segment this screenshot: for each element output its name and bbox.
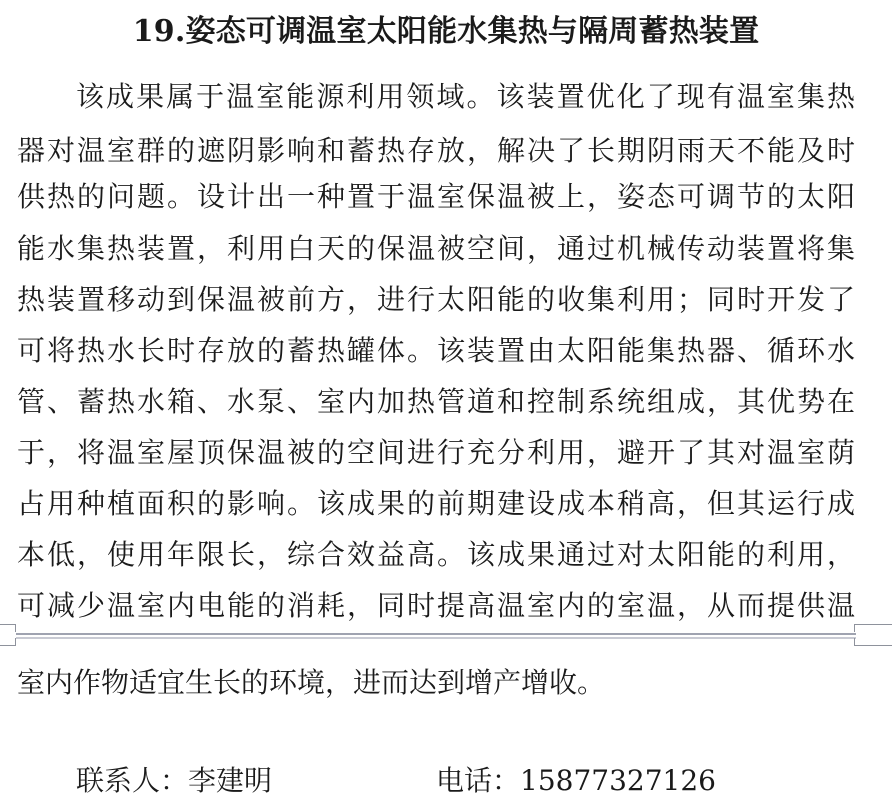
paragraph-line: 供热的问题。设计出一种置于温室保温被上，姿态可调节的太阳: [17, 180, 855, 213]
paragraph-line: 热装置移动到保温被前方，进行太阳能的收集利用；同时开发了: [17, 283, 855, 316]
paragraph-line: 管、蓄热水箱、水泵、室内加热管道和控制系统组成，其优势在: [17, 385, 855, 418]
paragraph-line: 器对温室群的遮阴影响和蓄热存放，解决了长期阴雨天不能及时: [17, 134, 855, 167]
page-corner-mark: [0, 638, 16, 646]
page-edge-line: [16, 637, 856, 639]
paragraph-line: 能水集热装置，利用白天的保温被空间，通过机械传动装置将集: [17, 232, 855, 265]
paragraph-line: 于，将温室屋顶保温被的空间进行充分利用，避开了其对温室荫: [17, 436, 855, 469]
paragraph-line: 本低，使用年限长，综合效益高。该成果通过对太阳能的利用，: [17, 538, 855, 571]
contact-phone: 电话：15877327126: [436, 764, 716, 797]
paragraph-line: 占用种植面积的影响。该成果的前期建设成本稍高，但其运行成: [17, 487, 855, 520]
paragraph-line: 该成果属于温室能源利用领域。该装置优化了现有温室集热: [76, 80, 855, 113]
contact-person: 联系人：李建明: [76, 764, 273, 797]
page-edge-line: [16, 633, 856, 635]
document-title: 19.姿态可调温室太阳能水集热与隔周蓄热装置: [132, 14, 760, 49]
page-corner-mark: [854, 624, 892, 632]
paragraph-line-continued: 室内作物适宜生长的环境，进而达到增产增收。: [17, 666, 606, 699]
page-corner-mark: [854, 638, 892, 646]
paragraph-line: 可将热水长时存放的蓄热罐体。该装置由太阳能集热器、循环水: [17, 334, 855, 367]
paragraph-line: 可减少温室内电能的消耗，同时提高温室内的室温，从而提供温: [17, 589, 855, 622]
page-corner-mark: [0, 624, 16, 632]
page-break-separator: [0, 624, 892, 650]
